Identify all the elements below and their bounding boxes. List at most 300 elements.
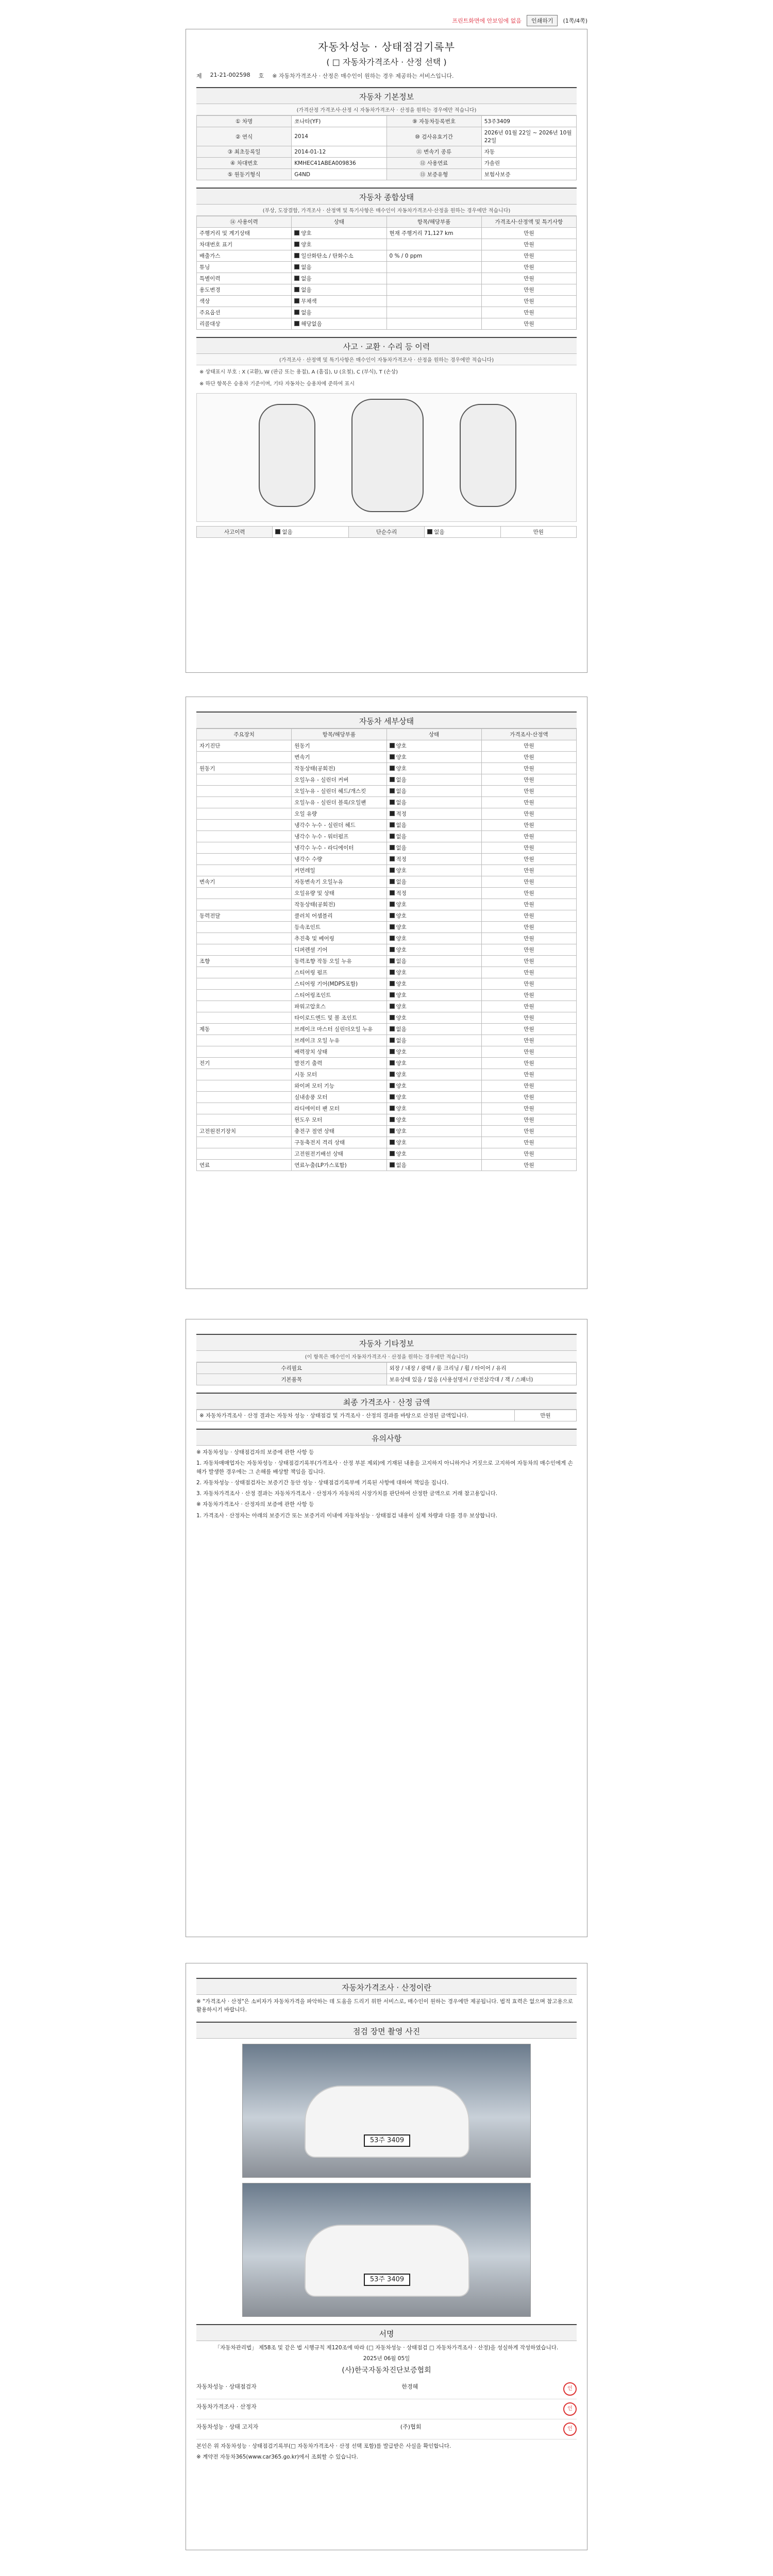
detail-item: 연료누출(LP가스포함) bbox=[292, 1160, 386, 1171]
detail-state bbox=[386, 967, 481, 978]
overall-state bbox=[292, 273, 386, 284]
detail-price: 만원 bbox=[481, 888, 576, 899]
rule-item: 3. 자동차가격조사 · 산정 결과는 자동차가격조사 · 산정자가 자동차의 시장가치를 판단하여 산정한 금액으로 거래 참고용입니다. bbox=[196, 1490, 498, 1497]
overall-table bbox=[196, 216, 577, 330]
detail-price: 만원 bbox=[481, 831, 576, 842]
detail-state bbox=[386, 740, 481, 752]
detail-table bbox=[196, 728, 577, 1171]
inspection-photo-rear bbox=[242, 2183, 531, 2317]
checkbox bbox=[390, 902, 395, 907]
detail-col-header: 항목/해당부품 bbox=[292, 729, 386, 740]
others-table bbox=[196, 1362, 577, 1385]
sign-date: 2025년 06월 05일 bbox=[363, 2355, 410, 2362]
detail-row bbox=[197, 967, 577, 978]
detail-state bbox=[386, 899, 481, 910]
detail-price: 만원 bbox=[481, 820, 576, 831]
detail-state-text: 양호 bbox=[396, 1004, 407, 1010]
overall-state bbox=[292, 307, 386, 318]
detail-row bbox=[197, 740, 577, 752]
overall-price: 만원 bbox=[481, 228, 576, 239]
svc-text: ※ "가격조사 · 산정"은 소비자가 자동차가격을 파악하는 데 도움을 드리기 위한 서비스로, 매수인이 원하는 경우에만 제공됩니다. 법적 효력은 없으며 참고용으로 활용하시기 바랍니다. bbox=[196, 1998, 573, 2013]
overall-detail bbox=[386, 262, 481, 273]
overall-price: 만원 bbox=[481, 296, 576, 307]
checkbox bbox=[390, 981, 395, 986]
detail-state bbox=[386, 808, 481, 820]
license-plate: 53주 3409 bbox=[364, 2134, 410, 2147]
checkbox bbox=[294, 321, 299, 326]
detail-item: 자동변속기 오일누유 bbox=[292, 876, 386, 888]
detail-state-text: 양호 bbox=[396, 1072, 407, 1078]
detail-state bbox=[386, 944, 481, 956]
detail-device bbox=[197, 1148, 292, 1160]
detail-state bbox=[386, 933, 481, 944]
overall-item: 주요옵션 bbox=[197, 307, 292, 318]
detail-price: 만원 bbox=[481, 1080, 576, 1092]
checkbox bbox=[390, 1038, 395, 1043]
detail-row bbox=[197, 763, 577, 774]
overall-item: 리콜대상 bbox=[197, 318, 292, 330]
checkbox bbox=[390, 1004, 395, 1009]
detail-state bbox=[386, 888, 481, 899]
rules-list bbox=[196, 1448, 577, 1520]
detail-row bbox=[197, 1137, 577, 1148]
detail-row bbox=[197, 910, 577, 922]
checkbox bbox=[390, 754, 395, 759]
overall-row bbox=[197, 228, 577, 239]
car-outline-top bbox=[351, 399, 424, 512]
detail-state-text: 양호 bbox=[396, 743, 407, 749]
overall-price: 만원 bbox=[481, 318, 576, 330]
overall-state-text: 양호 bbox=[301, 230, 312, 236]
sign-statement: 「자동차관리법」 제58조 및 같은 법 시행규칙 제120조에 따라 (□ 자동차성능 · 상태점검 □ 자동차가격조사 · 산정)을 성실하게 작성하였습니다. bbox=[214, 2344, 559, 2351]
checkbox bbox=[390, 766, 395, 771]
detail-row bbox=[197, 797, 577, 808]
detail-row bbox=[197, 865, 577, 876]
accident-value: 없음 bbox=[273, 527, 348, 538]
checkbox bbox=[390, 1117, 395, 1122]
checkbox bbox=[390, 958, 395, 963]
checkbox bbox=[390, 834, 395, 839]
checkbox bbox=[390, 970, 395, 975]
overall-price: 만원 bbox=[481, 307, 576, 318]
final-price-title: 최종 가격조사 · 산정 금액 bbox=[196, 1393, 577, 1410]
detail-device bbox=[197, 933, 292, 944]
rule-item: 1. 자동차매매업자는 자동차성능 · 상태점검기록부(가격조사 · 산정 부분 제외)에 기재된 내용을 고지하지 아니하거나 거짓으로 고지하여 자동차의 매수인에게 손해가 발생한 경우에는 그 손해를 배상할 책임을 집니다. bbox=[196, 1460, 573, 1475]
detail-state bbox=[386, 1012, 481, 1024]
checkbox bbox=[294, 287, 299, 292]
simple-repair-value: 없음 bbox=[425, 527, 500, 538]
checkbox bbox=[390, 1106, 395, 1111]
basic-value: 가솔린 bbox=[481, 158, 576, 169]
car-outline-right bbox=[460, 404, 516, 507]
overall-item: 차대번호 표기 bbox=[197, 239, 292, 250]
sign-role: 자동차가격조사 · 산정자 bbox=[196, 2403, 257, 2410]
detail-device: 동력전달 bbox=[197, 910, 292, 922]
detail-state-text: 없음 bbox=[396, 788, 407, 794]
page-1 bbox=[186, 29, 587, 673]
detail-item: 시동 모터 bbox=[292, 1069, 386, 1080]
detail-state bbox=[386, 786, 481, 797]
checkbox bbox=[390, 1151, 395, 1156]
detail-device bbox=[197, 888, 292, 899]
detail-state-text: 양호 bbox=[396, 970, 407, 976]
basic-label: ③ 최초등록일 bbox=[197, 146, 292, 158]
detail-state-text: 양호 bbox=[396, 1083, 407, 1089]
page-3 bbox=[186, 1319, 587, 1937]
basic-value: 쏘나타(YF) bbox=[292, 116, 386, 127]
detail-state-text: 없음 bbox=[396, 822, 407, 828]
detail-state bbox=[386, 1137, 481, 1148]
basic-label: ⑤ 원동기형식 bbox=[197, 169, 292, 180]
detail-state-text: 없음 bbox=[396, 800, 407, 806]
overall-detail bbox=[386, 296, 481, 307]
detail-item: 스티어링 펌프 bbox=[292, 967, 386, 978]
checkbox bbox=[390, 822, 395, 827]
detail-price: 만원 bbox=[481, 956, 576, 967]
detail-price: 만원 bbox=[481, 1160, 576, 1171]
detail-item: 스티어링조인트 bbox=[292, 990, 386, 1001]
detail-price: 만원 bbox=[481, 786, 576, 797]
detail-device bbox=[197, 944, 292, 956]
detail-state bbox=[386, 1126, 481, 1137]
detail-state-text: 양호 bbox=[396, 1049, 407, 1055]
detail-state bbox=[386, 831, 481, 842]
detail-price: 만원 bbox=[481, 1103, 576, 1114]
detail-state bbox=[386, 865, 481, 876]
detail-price: 만원 bbox=[481, 1126, 576, 1137]
final-price-table bbox=[196, 1410, 577, 1421]
detail-item: 라디에이터 팬 모터 bbox=[292, 1103, 386, 1114]
detail-row bbox=[197, 978, 577, 990]
overall-item: 배출가스 bbox=[197, 250, 292, 262]
detail-item: 변속기 bbox=[292, 752, 386, 763]
detail-price: 만원 bbox=[481, 910, 576, 922]
checkbox bbox=[390, 1072, 395, 1077]
detail-state bbox=[386, 1114, 481, 1126]
detail-row bbox=[197, 808, 577, 820]
detail-row bbox=[197, 820, 577, 831]
overall-state bbox=[292, 239, 386, 250]
detail-state bbox=[386, 1148, 481, 1160]
car-outline-left bbox=[259, 404, 315, 507]
overall-detail: 현재 주행거리 71,127 km bbox=[386, 228, 481, 239]
detail-price: 만원 bbox=[481, 1024, 576, 1035]
detail-item: 오일누유 - 실린더 헤드/개스킷 bbox=[292, 786, 386, 797]
doc-notice: ※ 자동차가격조사 · 산정은 매수인이 원하는 경우 제공하는 서비스입니다. bbox=[272, 73, 454, 79]
detail-state-text: 적정 bbox=[396, 890, 407, 896]
detail-item: 동력조향 작동 오일 누유 bbox=[292, 956, 386, 967]
overall-note: (부상, 도장결함, 가격조사 · 산정액 및 특기사항은 매수인이 자동차가격조사·산정을 원하는 경우에만 적습니다) bbox=[196, 205, 577, 216]
others-row bbox=[197, 1374, 577, 1385]
detail-item: 고전원전기배선 상태 bbox=[292, 1148, 386, 1160]
detail-state-text: 적정 bbox=[396, 811, 407, 817]
print-button[interactable]: 인쇄하기 bbox=[527, 15, 558, 26]
detail-price: 만원 bbox=[481, 1069, 576, 1080]
detail-price: 만원 bbox=[481, 752, 576, 763]
detail-item: 브레이크 마스터 실린더오일 누유 bbox=[292, 1024, 386, 1035]
checkbox bbox=[275, 529, 280, 534]
overall-row bbox=[197, 239, 577, 250]
detail-price: 만원 bbox=[481, 876, 576, 888]
detail-device bbox=[197, 831, 292, 842]
checkbox bbox=[390, 947, 395, 952]
checkbox bbox=[390, 743, 395, 748]
page-4 bbox=[186, 1963, 587, 2550]
detail-device bbox=[197, 990, 292, 1001]
detail-row bbox=[197, 944, 577, 956]
detail-state-text: 양호 bbox=[396, 992, 407, 998]
detail-price: 만원 bbox=[481, 933, 576, 944]
detail-row bbox=[197, 1001, 577, 1012]
detail-item: 스티어링 기어(MDPS포함) bbox=[292, 978, 386, 990]
detail-state-text: 없음 bbox=[396, 845, 407, 851]
detail-col-header: 상태 bbox=[386, 729, 481, 740]
detail-item: 작동상태(공회전) bbox=[292, 763, 386, 774]
detail-device bbox=[197, 1080, 292, 1092]
others-title: 자동차 기타정보 bbox=[196, 1334, 577, 1351]
detail-item: 오일누유 - 실린더 커버 bbox=[292, 774, 386, 786]
overall-state bbox=[292, 318, 386, 330]
detail-row bbox=[197, 831, 577, 842]
detail-row bbox=[197, 1148, 577, 1160]
detail-price: 만원 bbox=[481, 740, 576, 752]
checkbox bbox=[390, 1015, 395, 1020]
detail-price: 만원 bbox=[481, 990, 576, 1001]
overall-item: 주행거리 및 계기상태 bbox=[197, 228, 292, 239]
top-toolbar bbox=[186, 14, 587, 27]
detail-item: 작동상태(공회전) bbox=[292, 899, 386, 910]
detail-row bbox=[197, 1024, 577, 1035]
checkbox bbox=[390, 890, 395, 895]
checkbox bbox=[294, 242, 299, 247]
detail-state-text: 없음 bbox=[396, 777, 407, 783]
overall-detail bbox=[386, 284, 481, 296]
overall-detail bbox=[386, 318, 481, 330]
detail-state-text: 없음 bbox=[396, 1026, 407, 1032]
detail-item: 오일누유 - 실린더 블록/오일팬 bbox=[292, 797, 386, 808]
detail-state bbox=[386, 752, 481, 763]
detail-price: 만원 bbox=[481, 865, 576, 876]
detail-row bbox=[197, 1058, 577, 1069]
detail-device bbox=[197, 1012, 292, 1024]
detail-row bbox=[197, 854, 577, 865]
sign-row bbox=[196, 2379, 577, 2399]
detail-item: 오일 유량 bbox=[292, 808, 386, 820]
detail-row bbox=[197, 752, 577, 763]
detail-item: 충전구 절연 상태 bbox=[292, 1126, 386, 1137]
detail-row bbox=[197, 876, 577, 888]
basic-label: ② 연식 bbox=[197, 127, 292, 146]
overall-price: 만원 bbox=[481, 250, 576, 262]
detail-device bbox=[197, 752, 292, 763]
detail-state-text: 양호 bbox=[396, 1094, 407, 1100]
checkbox bbox=[390, 1162, 395, 1167]
detail-item: 디퍼렌셜 기어 bbox=[292, 944, 386, 956]
overall-row bbox=[197, 284, 577, 296]
final-price-note: ※ 자동차가격조사 · 산정 결과는 자동차 성능 · 상태점검 및 가격조사 · 산정의 결과를 바탕으로 산정된 금액입니다. bbox=[197, 1410, 515, 1421]
checkbox bbox=[390, 936, 395, 941]
inspection-photo-front bbox=[242, 2044, 531, 2178]
detail-state-text: 양호 bbox=[396, 754, 407, 760]
detail-state bbox=[386, 820, 481, 831]
detail-item: 파워고압호스 bbox=[292, 1001, 386, 1012]
sign-org: (사)한국자동차진단보증협회 bbox=[342, 2366, 431, 2375]
detail-state-text: 양호 bbox=[396, 1060, 407, 1066]
detail-price: 만원 bbox=[481, 808, 576, 820]
basic-value: 보험사보증 bbox=[481, 169, 576, 180]
detail-state bbox=[386, 1160, 481, 1171]
detail-device bbox=[197, 797, 292, 808]
doc-number: 21-21-002598 bbox=[210, 72, 250, 78]
detail-item: 등속조인트 bbox=[292, 922, 386, 933]
detail-row bbox=[197, 1046, 577, 1058]
detail-device: 전기 bbox=[197, 1058, 292, 1069]
detail-price: 만원 bbox=[481, 774, 576, 786]
detail-col-header: 가격조사·산정액 bbox=[481, 729, 576, 740]
basic-note: (가격산정 가격조사·산정 시 자동차가격조사 · 산정을 원하는 경우에만 적습니다) bbox=[196, 104, 577, 115]
detail-state-text: 양호 bbox=[396, 1106, 407, 1112]
detail-device bbox=[197, 1103, 292, 1114]
detail-price: 만원 bbox=[481, 797, 576, 808]
seal-icon: 인 bbox=[563, 2382, 577, 2396]
overall-col-header: 항목/해당부품 bbox=[386, 216, 481, 228]
checkbox bbox=[390, 1060, 395, 1065]
overall-price: 만원 bbox=[481, 262, 576, 273]
detail-price: 만원 bbox=[481, 1137, 576, 1148]
final-price-value: 만원 bbox=[515, 1410, 577, 1421]
sign-name: 한경혜 bbox=[401, 2383, 418, 2390]
detail-device: 자기진단 bbox=[197, 740, 292, 752]
checkbox bbox=[390, 777, 395, 782]
detail-device: 제동 bbox=[197, 1024, 292, 1035]
detail-state bbox=[386, 774, 481, 786]
sign-role: 자동차성능 · 상태 고지자 bbox=[196, 2423, 259, 2430]
others-items: 보유상태 있음 / 없음 (사용설명서 / 안전삼각대 / 잭 / 스패너) bbox=[386, 1374, 577, 1385]
overall-state bbox=[292, 262, 386, 273]
detail-row bbox=[197, 1069, 577, 1080]
detail-state-text: 양호 bbox=[396, 1151, 407, 1157]
overall-detail bbox=[386, 307, 481, 318]
overall-title: 자동차 종합상태 bbox=[196, 188, 577, 205]
checkbox bbox=[390, 924, 395, 929]
detail-state bbox=[386, 763, 481, 774]
detail-state bbox=[386, 1046, 481, 1058]
others-items: 외장 / 내장 / 광택 / 룸 크리닝 / 휠 / 타이어 / 유리 bbox=[386, 1363, 577, 1374]
overall-state bbox=[292, 284, 386, 296]
overall-state-text: 양호 bbox=[301, 242, 312, 248]
sign-row bbox=[196, 2399, 577, 2419]
checkbox bbox=[294, 276, 299, 281]
basic-row bbox=[197, 116, 577, 127]
overall-detail: 0 % / 0 ppm bbox=[386, 250, 481, 262]
seal-icon: 인 bbox=[563, 2402, 577, 2416]
basic-value: 자동 bbox=[481, 146, 576, 158]
detail-state-text: 양호 bbox=[396, 936, 407, 942]
detail-row bbox=[197, 922, 577, 933]
basic-label: ⑨ 자동차등록번호 bbox=[386, 116, 481, 127]
detail-item: 실내송풍 모터 bbox=[292, 1092, 386, 1103]
detail-state bbox=[386, 1024, 481, 1035]
basic-title: 자동차 기본정보 bbox=[196, 87, 577, 104]
overall-state bbox=[292, 296, 386, 307]
detail-row bbox=[197, 1035, 577, 1046]
detail-state bbox=[386, 876, 481, 888]
basic-label: ⑫ 사용연료 bbox=[386, 158, 481, 169]
detail-device: 연료 bbox=[197, 1160, 292, 1171]
detail-device bbox=[197, 786, 292, 797]
checkbox bbox=[390, 845, 395, 850]
detail-price: 만원 bbox=[481, 1148, 576, 1160]
sign-rows bbox=[196, 2379, 577, 2439]
basic-label: ⑬ 보증유형 bbox=[386, 169, 481, 180]
basic-value: KMHEC41ABEA009836 bbox=[292, 158, 386, 169]
overall-row bbox=[197, 307, 577, 318]
svc-title: 자동차가격조사 · 산정이란 bbox=[196, 1978, 577, 1995]
overall-state-text: 없음 bbox=[301, 276, 312, 282]
detail-state-text: 양호 bbox=[396, 766, 407, 772]
overall-state-text: 무채색 bbox=[301, 298, 317, 304]
detail-item: 브레이크 오일 누유 bbox=[292, 1035, 386, 1046]
basic-value: 53주3409 bbox=[481, 116, 576, 127]
detail-device: 원동기 bbox=[197, 763, 292, 774]
accident-price: 만원 bbox=[500, 527, 576, 538]
print-note: 프린트화면에 안보임에 없음 bbox=[452, 18, 522, 24]
detail-device bbox=[197, 1114, 292, 1126]
detail-item: 구동축전지 격리 상태 bbox=[292, 1137, 386, 1148]
detail-device: 변속기 bbox=[197, 876, 292, 888]
detail-state-text: 적정 bbox=[396, 856, 407, 862]
detail-state-text: 없음 bbox=[396, 834, 407, 840]
page-label: (1쪽/4쪽) bbox=[563, 18, 587, 24]
detail-price: 만원 bbox=[481, 1114, 576, 1126]
checkbox bbox=[390, 788, 395, 793]
checkbox bbox=[390, 811, 395, 816]
detail-price: 만원 bbox=[481, 978, 576, 990]
detail-state-text: 양호 bbox=[396, 1140, 407, 1146]
checkbox bbox=[390, 1049, 395, 1054]
doc-subtitle: ( □ 자동차가격조사 · 산정 선택 ) bbox=[326, 57, 447, 67]
detail-item: 클러치 어셈블리 bbox=[292, 910, 386, 922]
detail-device bbox=[197, 774, 292, 786]
detail-price: 만원 bbox=[481, 1012, 576, 1024]
basic-label: ⑩ 검사유효기간 bbox=[386, 127, 481, 146]
overall-price: 만원 bbox=[481, 239, 576, 250]
overall-detail bbox=[386, 239, 481, 250]
detail-title: 자동차 세부상태 bbox=[196, 711, 577, 728]
overall-state-text: 없음 bbox=[301, 264, 312, 270]
detail-price: 만원 bbox=[481, 1046, 576, 1058]
overall-price: 만원 bbox=[481, 284, 576, 296]
detail-state bbox=[386, 990, 481, 1001]
overall-item: 용도변경 bbox=[197, 284, 292, 296]
detail-state-text: 양호 bbox=[396, 1128, 407, 1134]
detail-item: 와이퍼 모터 기능 bbox=[292, 1080, 386, 1092]
detail-state bbox=[386, 1035, 481, 1046]
sign-name: (주)협회 bbox=[400, 2423, 422, 2430]
detail-state-text: 양호 bbox=[396, 1117, 407, 1123]
doc-number-label: 제 bbox=[196, 73, 202, 79]
overall-row bbox=[197, 273, 577, 284]
overall-row bbox=[197, 296, 577, 307]
doc-number-row bbox=[196, 72, 577, 80]
checkbox bbox=[390, 1026, 395, 1031]
detail-item: 냉각수 수량 bbox=[292, 854, 386, 865]
detail-device bbox=[197, 1046, 292, 1058]
car-image bbox=[305, 2225, 469, 2297]
detail-price: 만원 bbox=[481, 1035, 576, 1046]
detail-item: 윈도우 모터 bbox=[292, 1114, 386, 1126]
detail-item: 배력장치 상태 bbox=[292, 1046, 386, 1058]
